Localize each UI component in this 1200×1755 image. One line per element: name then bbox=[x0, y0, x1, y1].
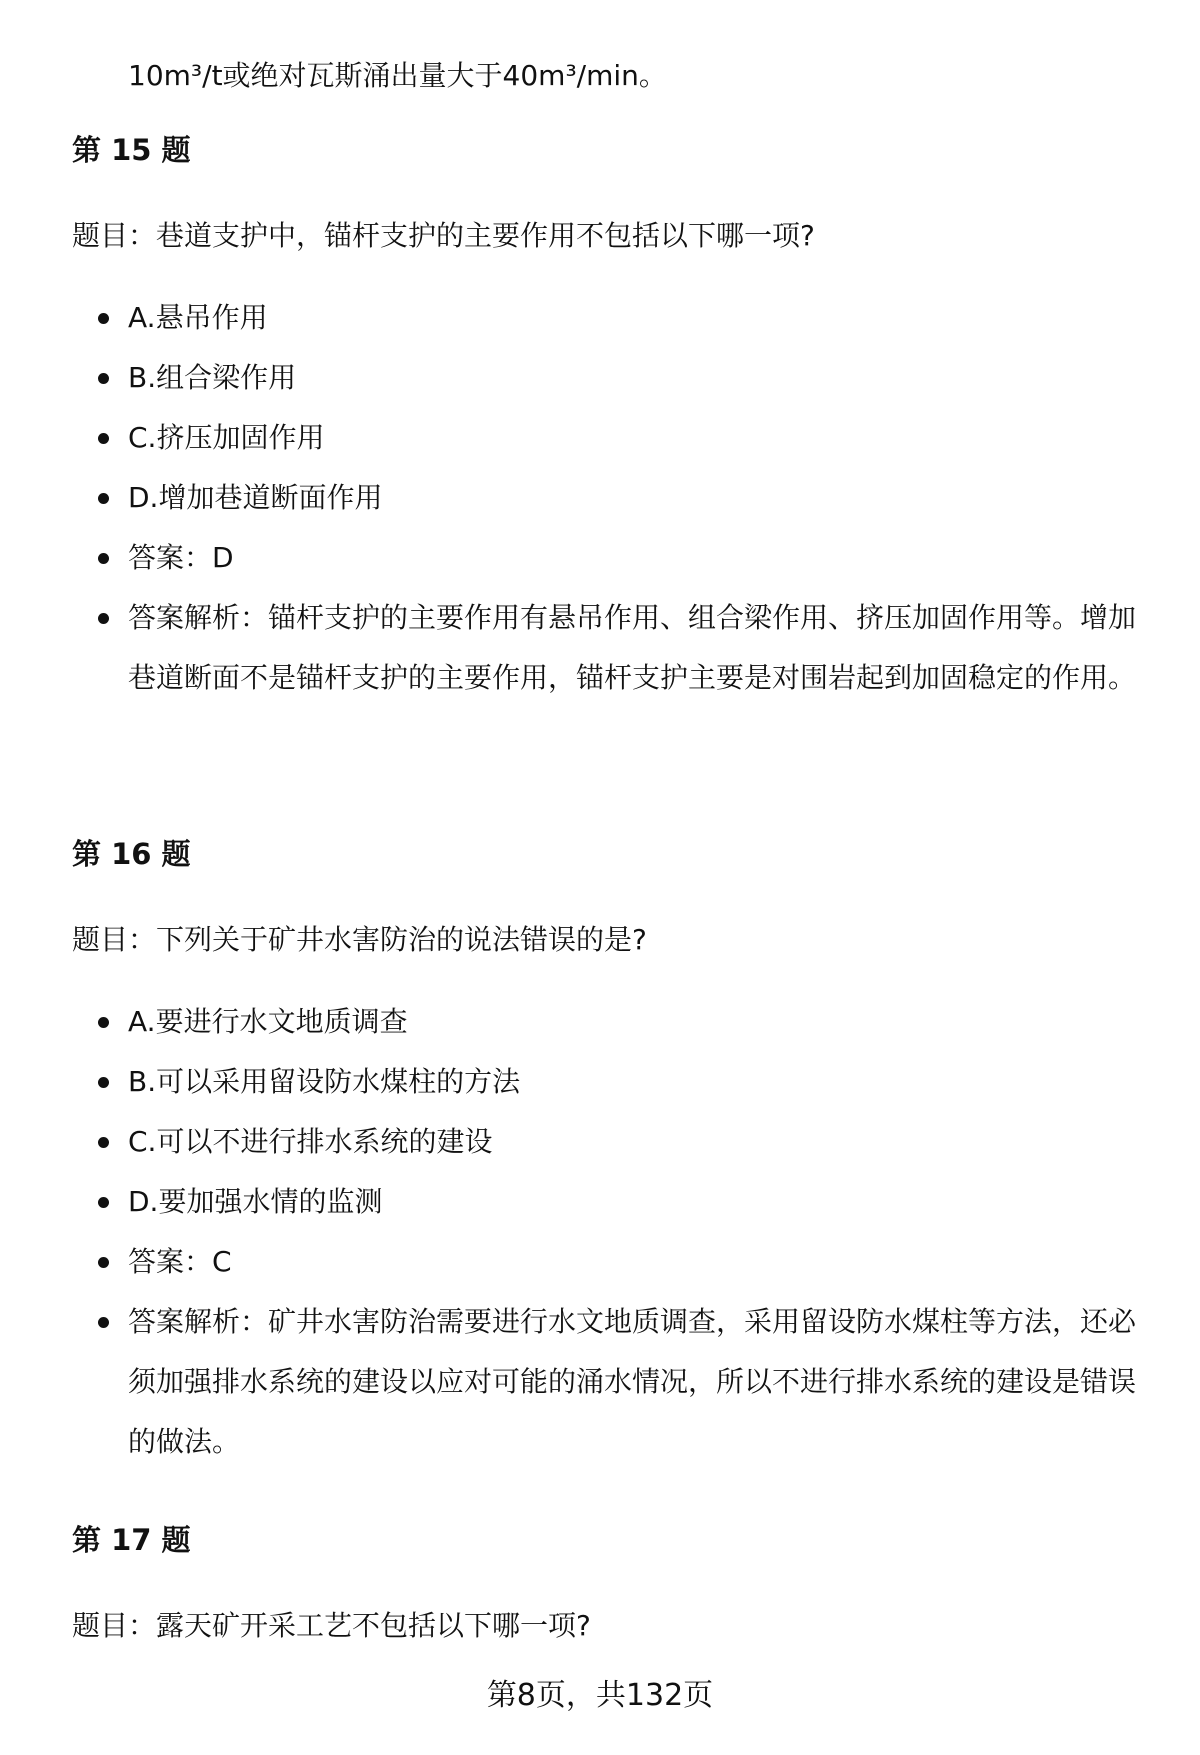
list-item bbox=[98, 408, 1148, 468]
bullet-icon bbox=[98, 1317, 109, 1328]
option-b: B.可以采用留设防水煤柱的方法 bbox=[128, 1065, 521, 1098]
list-item bbox=[98, 1172, 1148, 1232]
question-16-stem: 题目：下列关于矿井水害防治的说法错误的是? bbox=[72, 923, 647, 956]
bullet-icon bbox=[98, 613, 109, 624]
list-item bbox=[98, 1292, 1148, 1472]
question-17-stem: 题目：露天矿开采工艺不包括以下哪一项? bbox=[72, 1609, 591, 1642]
bullet-icon bbox=[98, 493, 109, 504]
list-item bbox=[98, 468, 1148, 528]
page-number: 第8页，共132页 bbox=[486, 1678, 714, 1713]
bullet-icon bbox=[98, 1017, 109, 1028]
bullet-icon bbox=[98, 433, 109, 444]
list-item bbox=[98, 1112, 1148, 1172]
question-16-heading: 第 16 题 bbox=[72, 837, 191, 871]
bullet-icon bbox=[98, 1257, 109, 1268]
option-a: A.悬吊作用 bbox=[128, 301, 268, 334]
list-item bbox=[98, 528, 1148, 588]
bullet-icon bbox=[98, 1077, 109, 1088]
bullet-icon bbox=[98, 1137, 109, 1148]
option-b: B.组合梁作用 bbox=[128, 361, 297, 394]
list-item bbox=[98, 348, 1148, 408]
answer-text: 答案：D bbox=[128, 541, 234, 574]
list-item bbox=[98, 1232, 1148, 1292]
explanation-text: 答案解析：锚杆支护的主要作用有悬吊作用、组合梁作用、挤压加固作用等。增加巷道断面不是锚杆支护的主要作用，锚杆支护主要是对围岩起到加固稳定的作用。 bbox=[128, 601, 1137, 694]
option-c: C.挤压加固作用 bbox=[128, 421, 325, 454]
bullet-icon bbox=[98, 313, 109, 324]
list-item bbox=[98, 992, 1148, 1052]
bullet-icon bbox=[98, 553, 109, 564]
option-d: D.要加强水情的监测 bbox=[128, 1185, 383, 1218]
question-15-stem: 题目：巷道支护中，锚杆支护的主要作用不包括以下哪一项? bbox=[72, 219, 815, 252]
continuation-text: 10m³/t或绝对瓦斯涌出量大于40m³/min。 bbox=[128, 59, 667, 92]
answer-text: 答案：C bbox=[128, 1245, 232, 1278]
option-a: A.要进行水文地质调查 bbox=[128, 1005, 408, 1038]
list-item bbox=[98, 588, 1148, 708]
bullet-icon bbox=[98, 1197, 109, 1208]
question-16-options bbox=[98, 992, 1148, 1472]
list-item bbox=[98, 288, 1148, 348]
question-15-heading: 第 15 题 bbox=[72, 133, 191, 167]
question-15-options bbox=[98, 288, 1148, 708]
question-17-heading: 第 17 题 bbox=[72, 1523, 191, 1557]
bullet-icon bbox=[98, 373, 109, 384]
list-item bbox=[98, 1052, 1148, 1112]
option-c: C.可以不进行排水系统的建设 bbox=[128, 1125, 493, 1158]
option-d: D.增加巷道断面作用 bbox=[128, 481, 383, 514]
explanation-text: 答案解析：矿井水害防治需要进行水文地质调查，采用留设防水煤柱等方法，还必须加强排水系统的建设以应对可能的涌水情况，所以不进行排水系统的建设是错误的做法。 bbox=[128, 1305, 1137, 1458]
